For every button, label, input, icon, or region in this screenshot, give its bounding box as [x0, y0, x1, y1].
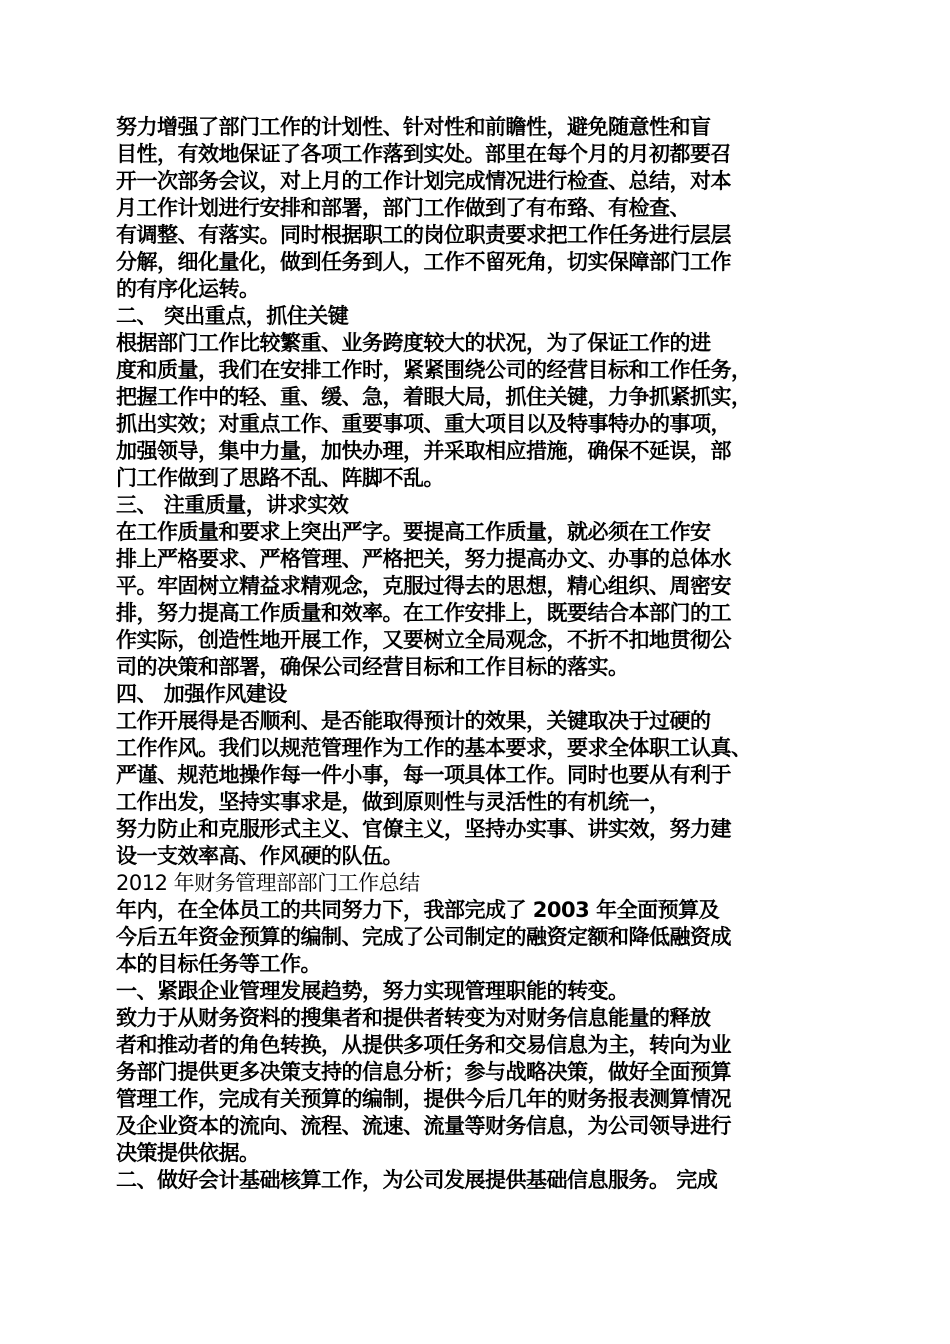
text-line: 今后五年资金预算的编制、完成了公司制定的融资定额和降低融资成 [116, 925, 731, 949]
text-line: 加强领导，集中力量，加快办理，并采取相应措施，确保不延误，部 [116, 439, 731, 463]
text-line: 努力增强了部门工作的计划性、针对性和前瞻性，避免随意性和盲 [116, 115, 711, 139]
text-line: 门工作做到了思路不乱、阵脚不乱。 [116, 466, 444, 490]
text-line: 工作作风。我们以规范管理作为工作的基本要求，要求全体职工认真、 [116, 736, 752, 760]
text-line: 抓出实效；对重点工作、重要事项、重大项目以及特事特办的事项， [116, 412, 731, 436]
text-line: 及企业资本的流向、流程、流速、流量等财务信息，为公司领导进行 [116, 1114, 731, 1138]
text-line: 把握工作中的轻、重、缓、急，着眼大局，抓住关键，力争抓紧抓实， [116, 385, 752, 409]
text-line: 者和推动者的角色转换，从提供多项任务和交易信息为主，转向为业 [116, 1033, 731, 1057]
text-line: 二、做好会计基础核算工作，为公司发展提供基础信息服务。 完成 [116, 1168, 718, 1192]
text-line: 在工作质量和要求上突出严字。要提高工作质量，就必须在工作安 [116, 520, 711, 544]
text-line: 度和质量，我们在安排工作时，紧紧围绕公司的经营目标和工作任务， [116, 358, 752, 382]
text-line: 三、 注重质量，讲求实效 [116, 493, 349, 517]
text-line: 有调整、有落实。同时根据职工的岗位职责要求把工作任务进行层层 [116, 223, 731, 247]
text-line: 月工作计划进行安排和部署，部门工作做到了有布臵、有检查、 [116, 196, 690, 220]
text-line: 司的决策和部署，确保公司经营目标和工作目标的落实。 [116, 655, 629, 679]
text-line: 排，努力提高工作质量和效率。在工作安排上，既要结合本部门的工 [116, 601, 731, 625]
text-line: 管理工作，完成有关预算的编制，提供今后几年的财务报表测算情况 [116, 1087, 731, 1111]
text-line: 致力于从财务资料的搜集者和提供者转变为对财务信息能量的释放 [116, 1006, 711, 1030]
text-line: 根据部门工作比较繁重、业务跨度较大的状况，为了保证工作的进 [116, 331, 711, 355]
text-line: 平。牢固树立精益求精观念，克服过得去的思想，精心组织、周密安 [116, 574, 731, 598]
text-line: 排上严格要求、严格管理、严格把关，努力提高办文、办事的总体水 [116, 547, 731, 571]
text-line: 务部门提供更多决策支持的信息分析；参与战略决策，做好全面预算 [116, 1060, 731, 1084]
text-line: 努力防止和克服形式主义、官僚主义，坚持办实事、讲实效，努力建 [116, 817, 731, 841]
text-line: 二、 突出重点，抓住关键 [116, 304, 349, 328]
text-line: 严谨、规范地操作每一件小事，每一项具体工作。同时也要从有利于 [116, 763, 731, 787]
text-line: 决策提供依据。 [116, 1141, 260, 1165]
text-line: 设一支效率高、作风硬的队伍。 [116, 844, 403, 868]
text-line: 目性，有效地保证了各项工作落到实处。部里在每个月的月初都要召 [116, 142, 731, 166]
text-line: 工作出发，坚持实事求是，做到原则性与灵活性的有机统一， [116, 790, 670, 814]
text-line: 的有序化运转。 [116, 277, 260, 301]
document-body [116, 114, 856, 1194]
text-line: 2012 年财务管理部部门工作总结 [116, 871, 420, 895]
text-line: 本的目标任务等工作。 [116, 952, 321, 976]
text-line: 工作开展得是否顺利、是否能取得预计的效果，关键取决于过硬的 [116, 709, 711, 733]
text-line: 分解，细化量化，做到任务到人，工作不留死角，切实保障部门工作 [116, 250, 731, 274]
text-line: 一、紧跟企业管理发展趋势，努力实现管理职能的转变。 [116, 979, 629, 1003]
text-line: 年内，在全体员工的共同努力下，我部完成了 2003 年全面预算及 [116, 898, 720, 922]
text-line: 作实际，创造性地开展工作，又要树立全局观念，不折不扣地贯彻公 [116, 628, 731, 652]
text-line: 开一次部务会议，对上月的工作计划完成情况进行检查、总结，对本 [116, 169, 731, 193]
text-line: 四、 加强作风建设 [116, 682, 287, 706]
